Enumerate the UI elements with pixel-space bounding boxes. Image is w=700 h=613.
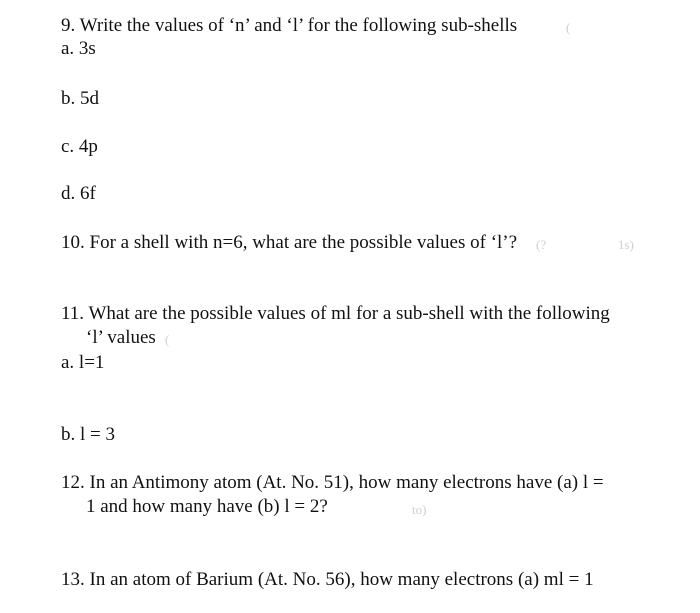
question-11-option-b: b. l = 3: [61, 424, 115, 445]
question-9-option-d: d. 6f: [61, 183, 96, 204]
question-11-text-line2: ‘l’ values: [86, 327, 156, 348]
question-13-text: 13. In an atom of Barium (At. No. 56), how many electrons (a) ml = 1: [61, 569, 594, 590]
faint-mark: (: [566, 20, 571, 35]
question-12-text-line1: 12. In an Antimony atom (At. No. 51), how many electrons have (a) l =: [61, 472, 604, 493]
question-9-option-a: a. 3s: [61, 38, 96, 59]
question-11-option-a: a. l=1: [61, 352, 105, 373]
question-9-option-c: c. 4p: [61, 136, 98, 157]
question-9-text: 9. Write the values of ‘n’ and ‘l’ for the following sub-shells: [61, 15, 518, 36]
faint-mark: to): [412, 502, 427, 517]
faint-mark: (: [165, 332, 170, 347]
question-9-option-b: b. 5d: [61, 88, 99, 109]
faint-mark: (?: [536, 237, 547, 252]
question-12-text-line2: 1 and how many have (b) l = 2?: [86, 496, 328, 517]
question-10-text: 10. For a shell with n=6, what are the possible values of ‘l’?: [61, 232, 518, 253]
faint-mark: 1s): [618, 237, 634, 252]
question-11-text-line1: 11. What are the possible values of ml for a sub-shell with the following: [61, 303, 610, 324]
